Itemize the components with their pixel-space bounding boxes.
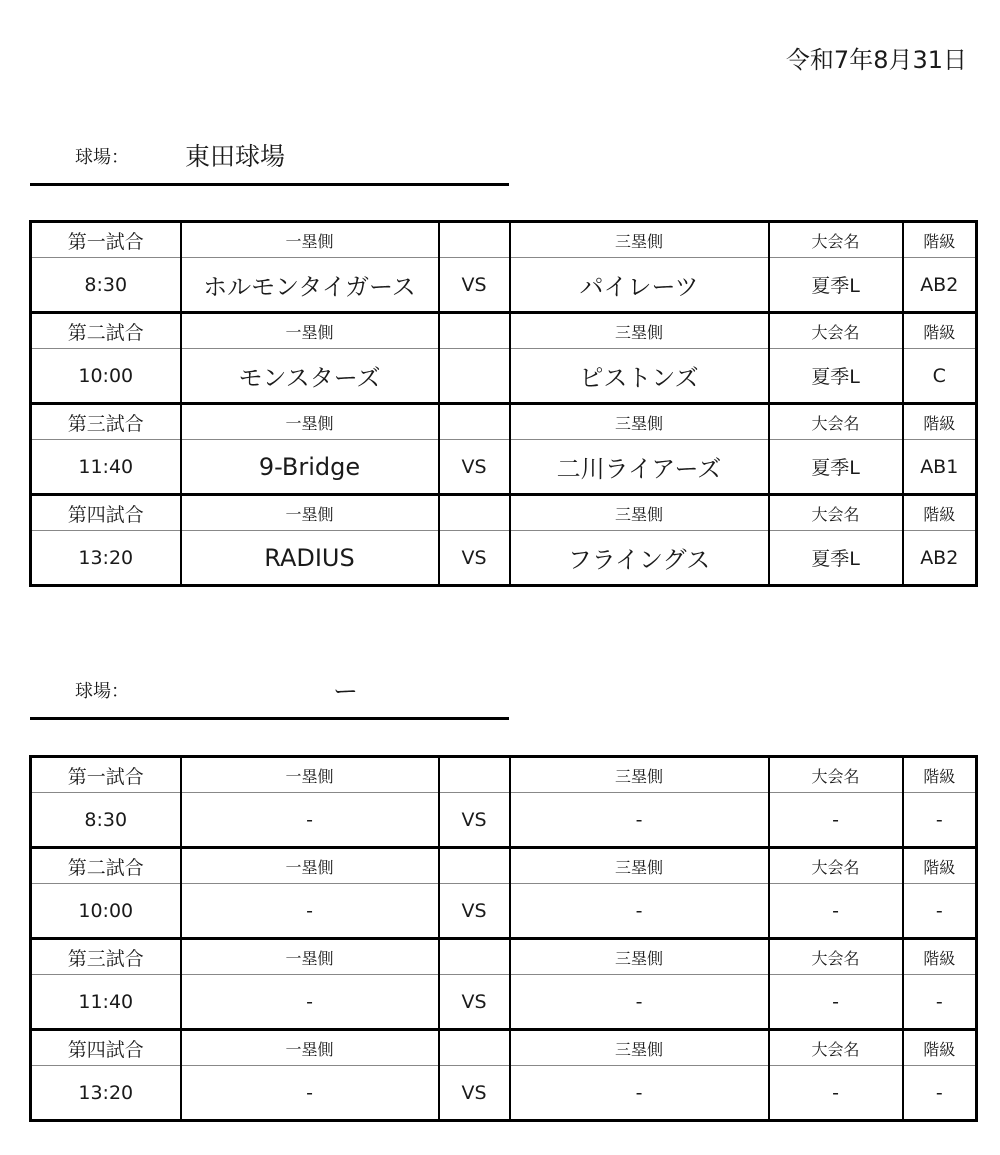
venue-name: 東田球場 (185, 142, 286, 171)
tournament-name: 夏季L (769, 531, 903, 586)
home-side-header: 一塁側 (181, 1030, 439, 1066)
home-team: - (181, 793, 439, 848)
class-header: 階級 (903, 222, 977, 258)
vs-label: VS (439, 884, 510, 939)
game-label: 第二試合 (31, 313, 181, 349)
tournament-header: 大会名 (769, 757, 903, 793)
away-team: - (510, 975, 769, 1030)
class-level: - (903, 1066, 977, 1121)
tournament-header: 大会名 (769, 313, 903, 349)
home-team: RADIUS (181, 531, 439, 586)
vs-header (439, 1030, 510, 1066)
tournament-header: 大会名 (769, 222, 903, 258)
away-side-header: 三塁側 (510, 757, 769, 793)
class-header: 階級 (903, 313, 977, 349)
class-level: - (903, 975, 977, 1030)
vs-label: VS (439, 1066, 510, 1121)
class-header: 階級 (903, 848, 977, 884)
class-header: 階級 (903, 1030, 977, 1066)
vs-label: VS (439, 258, 510, 313)
game-header-row (31, 495, 977, 531)
home-team: ホルモンタイガース (181, 258, 439, 313)
away-team: - (510, 793, 769, 848)
game-header-row (31, 1030, 977, 1066)
away-side-header: 三塁側 (510, 222, 769, 258)
away-side-header: 三塁側 (510, 1030, 769, 1066)
game-time: 8:30 (31, 258, 181, 313)
venue-name: ー (333, 677, 359, 706)
vs-header (439, 495, 510, 531)
venue-underline (30, 717, 509, 720)
game-time: 13:20 (31, 1066, 181, 1121)
class-header: 階級 (903, 757, 977, 793)
away-team: ピストンズ (510, 349, 769, 404)
away-team: パイレーツ (510, 258, 769, 313)
vs-label: VS (439, 793, 510, 848)
game-header-row (31, 757, 977, 793)
game-row (31, 884, 977, 939)
home-side-header: 一塁側 (181, 404, 439, 440)
home-team: - (181, 975, 439, 1030)
game-row (31, 1066, 977, 1121)
home-team: - (181, 1066, 439, 1121)
tournament-name: 夏季L (769, 440, 903, 495)
away-team: フライングス (510, 531, 769, 586)
away-side-header: 三塁側 (510, 939, 769, 975)
tournament-name: - (769, 793, 903, 848)
vs-label: VS (439, 975, 510, 1030)
away-side-header: 三塁側 (510, 313, 769, 349)
game-time: 11:40 (31, 440, 181, 495)
game-label: 第四試合 (31, 495, 181, 531)
home-team: モンスターズ (181, 349, 439, 404)
away-team: - (510, 884, 769, 939)
game-label: 第二試合 (31, 848, 181, 884)
vs-header (439, 757, 510, 793)
game-time: 10:00 (31, 349, 181, 404)
away-team: 二川ライアーズ (510, 440, 769, 495)
vs-header (439, 313, 510, 349)
vs-label: VS (439, 531, 510, 586)
class-header: 階級 (903, 404, 977, 440)
game-row (31, 440, 977, 495)
game-header-row (31, 848, 977, 884)
tournament-header: 大会名 (769, 1030, 903, 1066)
home-team: 9-Bridge (181, 440, 439, 495)
class-level: AB1 (903, 440, 977, 495)
venue-label: 球場： (75, 681, 129, 702)
vs-header (439, 404, 510, 440)
tournament-name: - (769, 975, 903, 1030)
schedule-date: 令和7年8月31日 (785, 46, 967, 74)
vs-header (439, 848, 510, 884)
venue-label: 球場： (75, 147, 129, 168)
home-side-header: 一塁側 (181, 313, 439, 349)
home-side-header: 一塁側 (181, 495, 439, 531)
home-side-header: 一塁側 (181, 222, 439, 258)
class-header: 階級 (903, 939, 977, 975)
away-side-header: 三塁側 (510, 404, 769, 440)
venue-underline (30, 183, 509, 186)
game-header-row (31, 939, 977, 975)
schedule-table (29, 755, 978, 1122)
home-side-header: 一塁側 (181, 848, 439, 884)
game-label: 第一試合 (31, 757, 181, 793)
game-row (31, 531, 977, 586)
tournament-header: 大会名 (769, 848, 903, 884)
game-time: 10:00 (31, 884, 181, 939)
class-level: - (903, 793, 977, 848)
home-side-header: 一塁側 (181, 939, 439, 975)
game-label: 第四試合 (31, 1030, 181, 1066)
schedule-table (29, 220, 978, 587)
game-row (31, 258, 977, 313)
game-time: 8:30 (31, 793, 181, 848)
game-header-row (31, 222, 977, 258)
game-header-row (31, 313, 977, 349)
vs-label (439, 349, 510, 404)
game-time: 13:20 (31, 531, 181, 586)
vs-header (439, 222, 510, 258)
game-label: 第三試合 (31, 939, 181, 975)
game-label: 第一試合 (31, 222, 181, 258)
away-side-header: 三塁側 (510, 495, 769, 531)
class-level: AB2 (903, 258, 977, 313)
tournament-header: 大会名 (769, 404, 903, 440)
tournament-name: - (769, 1066, 903, 1121)
tournament-name: 夏季L (769, 349, 903, 404)
game-label: 第三試合 (31, 404, 181, 440)
tournament-header: 大会名 (769, 495, 903, 531)
class-header: 階級 (903, 495, 977, 531)
away-side-header: 三塁側 (510, 848, 769, 884)
game-header-row (31, 404, 977, 440)
home-team: - (181, 884, 439, 939)
class-level: - (903, 884, 977, 939)
game-row (31, 349, 977, 404)
game-row (31, 975, 977, 1030)
vs-label: VS (439, 440, 510, 495)
vs-header (439, 939, 510, 975)
tournament-name: 夏季L (769, 258, 903, 313)
tournament-name: - (769, 884, 903, 939)
class-level: C (903, 349, 977, 404)
class-level: AB2 (903, 531, 977, 586)
game-row (31, 793, 977, 848)
home-side-header: 一塁側 (181, 757, 439, 793)
away-team: - (510, 1066, 769, 1121)
tournament-header: 大会名 (769, 939, 903, 975)
game-time: 11:40 (31, 975, 181, 1030)
